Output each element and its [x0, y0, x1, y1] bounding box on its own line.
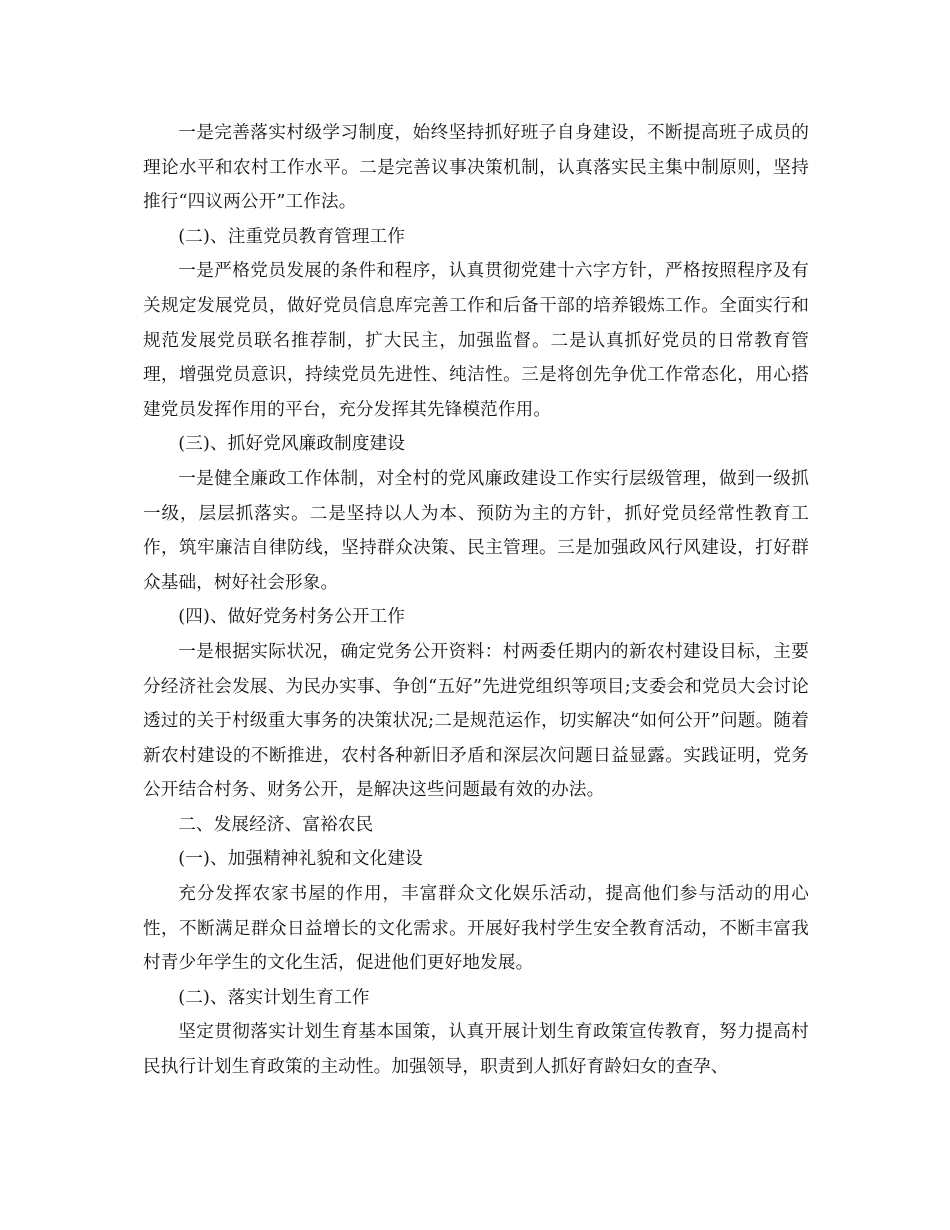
document-body [143, 116, 809, 1085]
section-heading-1b: (一)、加强精神礼貌和文化建设 [178, 849, 423, 870]
paragraph-4: 一是根据实际状况，确定党务公开资料：村两委任期内的新农村建设目标，主要分经济社会发展、为民办实事、争创“五好”先进党组织等项目;支委会和党员大会讨论透过的关于村级重大事务的决策状况;二是规范运作，切实解决“如何公开”问题。随着新农村建设的不断推进，农村各种新旧矛盾和深层次问题日益显露。实践证明，党务公开结合村务、财务公开，是解决这些问题最有效的办法。 [143, 641, 809, 801]
section-heading-4: (四)、做好党务村务公开工作 [178, 607, 406, 628]
paragraph-6: 坚定贯彻落实计划生育基本国策，认真开展计划生育政策宣传教育，努力提高村民执行计划生育政策的主动性。加强领导，职责到人抓好育龄妇女的查孕、 [143, 1022, 809, 1078]
paragraph-3: 一是健全廉政工作体制，对全村的党风廉政建设工作实行层级管理，做到一级抓一级，层层抓落实。二是坚持以人为本、预防为主的方针，抓好党员经常性教育工作，筑牢廉洁自律防线，坚持群众决策、民主管理。三是加强政风行风建设，打好群众基础，树好社会形象。 [143, 468, 809, 593]
section-heading-3: (三)、抓好党风廉政制度建设 [178, 434, 406, 455]
section-heading-2: (二)、注重党员教育管理工作 [178, 226, 406, 247]
section-heading-2b: (二)、落实计划生育工作 [178, 987, 370, 1008]
paragraph-5: 充分发挥农家书屋的作用，丰富群众文化娱乐活动，提高他们参与活动的用心性，不断满足群众日益增长的文化需求。开展好我村学生安全教育活动，不断丰富我村青少年学生的文化生活，促进他们更好地发展。 [143, 884, 809, 974]
paragraph-1: 一是完善落实村级学习制度，始终坚持抓好班子自身建设，不断提高班子成员的理论水平和农村工作水平。二是完善议事决策机制，认真落实民主集中制原则，坚持推行“四议两公开”工作法。 [143, 123, 809, 213]
chapter-heading-2: 二、发展经济、富裕农民 [178, 814, 374, 835]
paragraph-2: 一是严格党员发展的条件和程序，认真贯彻党建十六字方针，严格按照程序及有关规定发展党员，做好党员信息库完善工作和后备干部的培养锻炼工作。全面实行和规范发展党员联名推荐制，扩大民主，加强监督。二是认真抓好党员的日常教育管理，增强党员意识，持续党员先进性、纯洁性。三是将创先争优工作常态化，用心搭建党员发挥作用的平台，充分发挥其先锋模范作用。 [143, 261, 809, 420]
